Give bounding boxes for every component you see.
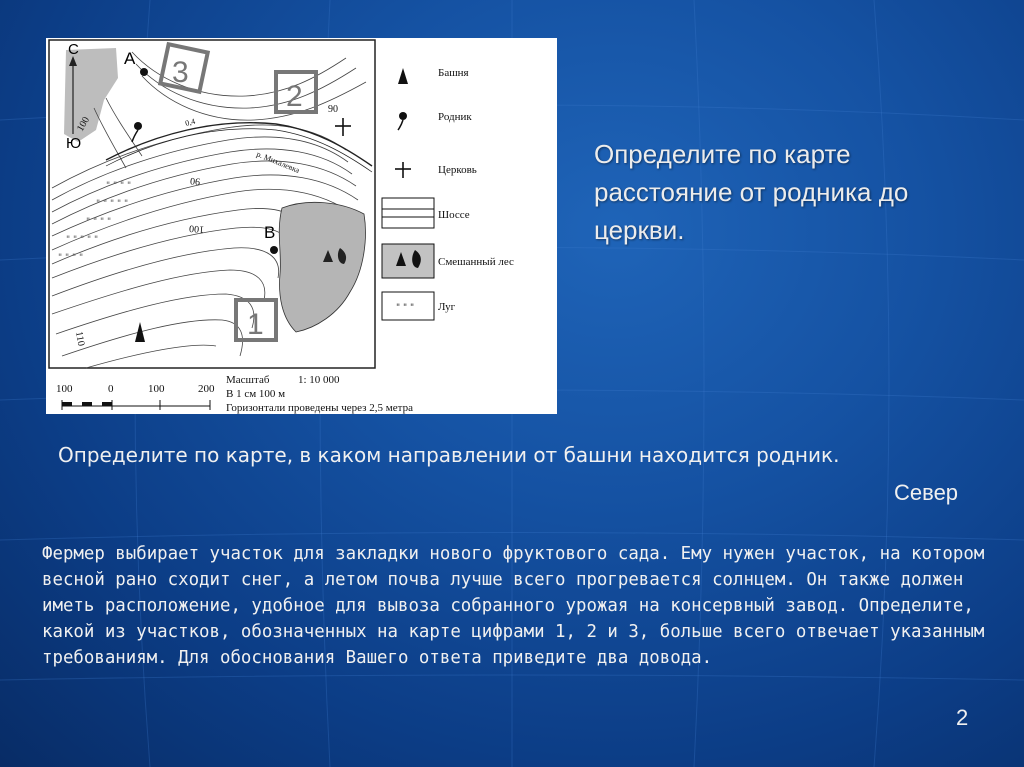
legend-spring: Родник bbox=[438, 111, 472, 123]
legend-highway: Шоссе bbox=[438, 209, 470, 221]
river-speed: 0,4 bbox=[184, 116, 197, 128]
scale-bar bbox=[56, 383, 215, 410]
contour-interval-note: Горизонтали проведены через 2,5 метра bbox=[226, 402, 413, 414]
answer-text: Север bbox=[894, 480, 959, 505]
contour-label: 90 bbox=[189, 174, 201, 187]
legend-church: Церковь bbox=[438, 164, 477, 176]
svg-text:" " " " ": " " " " " bbox=[96, 199, 129, 209]
map-legend bbox=[382, 67, 514, 320]
contour-label: 100 bbox=[75, 115, 93, 134]
svg-text:" " " ": " " " " bbox=[58, 253, 84, 263]
scale-tick: 100 bbox=[148, 383, 165, 395]
plot-1-label: 1 bbox=[247, 308, 264, 341]
contour-label: 100 bbox=[188, 222, 205, 235]
topographic-map bbox=[46, 38, 557, 414]
legend-meadow: Луг bbox=[438, 301, 456, 313]
plot-3-label: 3 bbox=[172, 56, 189, 89]
point-b-label: В bbox=[264, 223, 276, 242]
legend-tower: Башня bbox=[438, 67, 469, 79]
legend-forest-icon bbox=[382, 244, 434, 278]
south-letter: Ю bbox=[66, 135, 82, 152]
legend-spring-icon bbox=[399, 112, 407, 120]
slide-number: 2 bbox=[956, 705, 969, 730]
point-a-marker bbox=[140, 68, 148, 76]
plot-2-label: 2 bbox=[286, 80, 303, 113]
point-a-label: А bbox=[124, 49, 136, 68]
contour-label: 90 bbox=[328, 104, 338, 115]
svg-text:" " ": " " " bbox=[396, 303, 415, 313]
svg-text:" " " ": " " " " bbox=[106, 181, 132, 191]
question-direction: Определите по карте, в каком направлении от башни находится родник. bbox=[58, 443, 840, 467]
svg-text:" " " ": " " " " bbox=[86, 217, 112, 227]
contour-label: 110 bbox=[73, 330, 87, 347]
scale-tick: 200 bbox=[198, 383, 215, 395]
legend-forest: Смешанный лес bbox=[438, 256, 514, 268]
legend-tower-icon bbox=[398, 68, 408, 84]
scale-tick: 100 bbox=[56, 383, 73, 395]
farmer-task: Фермер выбирает участок для закладки нового фруктового сада. Ему нужен участок, на котором весной рано сходит снег, а летом почва лучше всего прогревается солнцем. Он также должен иметь расположение, удобное для вывоза собранного урожая на консервный завод. Определите, какой из участков, обозначенных на карте цифрами 1, 2 и 3, больше всего отвечает указанным требованиям. Для обоснования Вашего ответа приведите два довода. bbox=[42, 544, 985, 668]
scale-tick: 0 bbox=[108, 383, 114, 395]
river-name: р. Михалевка bbox=[255, 149, 301, 175]
north-letter: С bbox=[68, 41, 79, 58]
scale-label: Масштаб bbox=[226, 374, 270, 386]
legend-highway-icon bbox=[382, 198, 434, 228]
svg-text:" " " " ": " " " " " bbox=[66, 235, 99, 245]
point-b-marker bbox=[270, 246, 278, 254]
legend-church-icon bbox=[395, 162, 411, 178]
question-distance: Определите по карте расстояние от родника до церкви. bbox=[594, 139, 909, 245]
scale-ratio: 1: 10 000 bbox=[298, 374, 340, 386]
scale-cm: В 1 см 100 м bbox=[226, 388, 286, 400]
